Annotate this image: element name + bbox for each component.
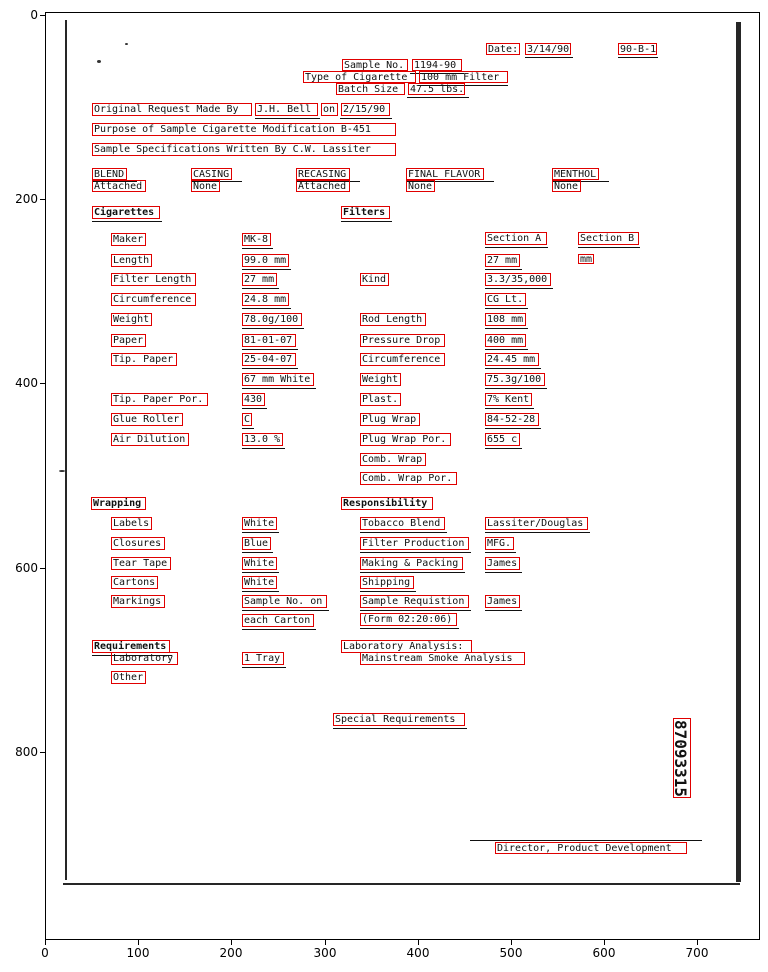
underline [485,428,541,429]
underline [485,572,522,573]
filter-row-value: 3.3/35,000 [487,274,548,285]
responsibility-row-value: MFG. [487,538,512,549]
stamp-number: 87093315 [671,720,690,798]
cigarette-row-label: Tip. Paper Por. [113,394,204,405]
underline [360,591,416,592]
batch-size-label: Batch Size [338,84,399,95]
scan-speck [59,470,65,472]
x-axis-tick-label: 100 [126,946,150,960]
purpose: Purpose of Sample Cigarette Modification B-451 [94,124,371,135]
filter-row-label: Comb. Wrap Por. [362,473,453,484]
underline [360,532,447,533]
underline [485,610,522,611]
scan-edge-right [736,22,741,882]
category-label: BLEND [94,169,125,180]
underline [360,610,471,611]
responsibility-row-label: Filter Production [362,538,465,549]
cigarette-row-value: 99.0 mm [244,255,287,266]
y-axis-tick-label: 800 [15,745,38,759]
x-axis-tick-label: 0 [41,946,49,960]
underline [242,552,273,553]
underline [242,408,267,409]
request-date: 2/15/90 [343,104,386,115]
date-value: 3/14/90 [527,44,570,55]
cigarette-row-value: 25-04-07 [244,354,293,365]
cigarette-row-label: Filter Length [113,274,192,285]
y-axis-tick [40,383,45,384]
underline [242,248,273,249]
filter-row-label: Plug Wrap [362,414,417,425]
underline [485,349,528,350]
category-value: None [408,181,433,192]
x-axis-tick-label: 400 [406,946,430,960]
x-axis-tick-label: 200 [219,946,243,960]
sample-no-value: 1194-90 [414,60,457,71]
x-axis-tick-label: 300 [313,946,337,960]
filter-row-label: Circumference [362,354,441,365]
filter-row-value: 24.45 mm [487,354,536,365]
filter-row-value: 75.3g/100 [487,374,542,385]
wrapping-row-value: each Carton [244,615,311,626]
filter-row-value: 400 mm [487,335,524,346]
wrapping-row-value: Sample No. on [244,596,323,607]
underline [485,388,547,389]
laboratory-label: Laboratory [113,653,174,664]
responsibility-row-label: Shipping [362,577,411,588]
cigarette-type-value: 100 mm Filter [421,72,500,83]
wrapping-row-value: White [244,518,275,529]
underline [485,532,590,533]
underline [242,572,279,573]
request-on: on [323,104,336,115]
filter-row-value: 108 mm [487,314,524,325]
responsibility-row-value: Lassiter/Douglas [487,518,584,529]
y-axis-tick-label: 200 [15,192,38,206]
request-by: J.H. Bell [257,104,312,115]
laboratory-value: 1 Tray [244,653,281,664]
scan-edge-left [65,20,67,880]
filter-row-value: CG Lt. [487,294,524,305]
section-b: Section B [580,233,635,244]
category-value: Attached [298,181,347,192]
underline [242,591,279,592]
wrapping-row-label: Closures [113,538,162,549]
requirements-heading: Requirements [94,641,167,652]
wrapping-row-label: Tear Tape [113,558,168,569]
underline [242,532,279,533]
cigarette-row-value: 78.0g/100 [244,314,299,325]
x-axis-tick-label: 600 [592,946,616,960]
sample-no-label: Sample No. [344,60,405,71]
underline [242,428,254,429]
filter-row-value-b: mm [580,254,593,265]
underline [485,408,534,409]
cigarette-row-value: C [244,414,251,425]
underline [242,308,291,309]
underline [242,288,279,289]
responsibility-row-label: Sample Requistion [362,596,465,607]
x-axis-tick-label: 500 [499,946,523,960]
underline [360,572,465,573]
underline [485,269,522,270]
category-label: RECASING [298,169,347,180]
underline [242,349,298,350]
cigarette-row-label: Weight [113,314,150,325]
cigarette-row-value: 13.0 % [244,434,281,445]
x-axis-tick [418,940,419,945]
x-axis-tick [604,940,605,945]
cigarette-row-value: 27 mm [244,274,275,285]
underline [242,610,329,611]
scan-speck [97,60,101,63]
other-label: Other [113,672,144,683]
underline [360,552,471,553]
filter-row-label: Comb. Wrap [362,454,423,465]
x-axis-tick [511,940,512,945]
filter-row-label: Rod Length [362,314,423,325]
x-axis-tick [231,940,232,945]
scan-edge-bottom [63,883,740,885]
responsibility-row-label: (Form 02:20:06) [362,614,453,625]
underline [242,328,304,329]
wrapping-row-label: Labels [113,518,150,529]
category-label: MENTHOL [554,169,597,180]
wrapping-heading: Wrapping [93,498,142,509]
date-label: Date: [488,44,519,55]
underline [242,388,316,389]
cigarette-row-value: 24.8 mm [244,294,287,305]
underline [485,308,528,309]
signature-title: Director, Product Development [497,843,672,854]
x-axis-tick [697,940,698,945]
y-axis-tick [40,752,45,753]
cigarette-row-label: Tip. Paper [113,354,174,365]
category-value: Attached [94,181,143,192]
responsibility-row-value: James [487,596,518,607]
wrapping-row-label: Markings [113,596,162,607]
cigarette-row-value: 81-01-07 [244,335,293,346]
filter-row-label: Kind [362,274,387,285]
form-number: 90-B-1 [620,44,657,55]
y-axis-tick-label: 0 [30,8,38,22]
wrapping-row-value: White [244,577,275,588]
underline [485,552,516,553]
filter-row-value: 655 c [487,434,518,445]
scan-speck [125,43,128,45]
cigarette-row-label: Paper [113,335,144,346]
cigarette-row-label: Glue Roller [113,414,180,425]
cigarette-row-value: 430 [244,394,263,405]
filter-row-label: Weight [362,374,399,385]
cigarette-row-label: Maker [113,234,144,245]
x-axis-tick [325,940,326,945]
request-label: Original Request Made By [94,104,239,115]
category-value: None [554,181,579,192]
lab-analysis-heading: Laboratory Analysis: [343,641,464,652]
y-axis-tick [40,15,45,16]
filter-row-label: Plug Wrap Por. [362,434,447,445]
category-value: None [193,181,218,192]
x-axis-tick-label: 700 [685,946,709,960]
x-axis-tick [45,940,46,945]
cigarettes-heading: Cigarettes [94,207,155,218]
batch-size-value: 47.5 lbs. [410,84,465,95]
section-a: Section A [487,233,542,244]
filter-row-value: 7% Kent [487,394,530,405]
underline [242,448,285,449]
underline [242,368,298,369]
wrapping-row-label: Cartons [113,577,156,588]
special-requirements: Special Requirements [335,714,456,725]
wrapping-row-value: Blue [244,538,269,549]
category-label: FINAL FLAVOR [408,169,481,180]
filter-row-label: Pressure Drop [362,335,441,346]
cigarette-type-label: Type of Cigarette [305,72,408,83]
cigarette-row-value: 67 mm White [244,374,311,385]
underline [360,628,459,629]
y-axis-tick-label: 400 [15,376,38,390]
filter-row-label: Plast. [362,394,399,405]
underline [485,448,522,449]
wrapping-row-value: White [244,558,275,569]
underline [485,328,528,329]
lab-analysis-value: Mainstream Smoke Analysis [362,653,513,664]
y-axis-tick [40,568,45,569]
x-axis-tick [138,940,139,945]
underline [242,269,291,270]
y-axis-tick [40,199,45,200]
underline [242,629,316,630]
cigarette-row-label: Length [113,255,150,266]
filter-row-value: 84-52-28 [487,414,536,425]
underline [485,288,553,289]
responsibility-row-label: Tobacco Blend [362,518,441,529]
category-label: CASING [193,169,230,180]
cigarette-row-label: Air Dilution [113,434,186,445]
filters-heading: Filters [343,207,386,218]
y-axis-tick-label: 600 [15,561,38,575]
responsibility-row-value: James [487,558,518,569]
specs: Sample Specifications Written By C.W. Lassiter [94,144,371,155]
filter-row-value: 27 mm [487,255,518,266]
cigarette-row-value: MK-8 [244,234,269,245]
responsibility-heading: Responsibility [343,498,428,509]
underline [485,368,541,369]
cigarette-row-label: Circumference [113,294,192,305]
responsibility-row-label: Making & Packing [362,558,459,569]
